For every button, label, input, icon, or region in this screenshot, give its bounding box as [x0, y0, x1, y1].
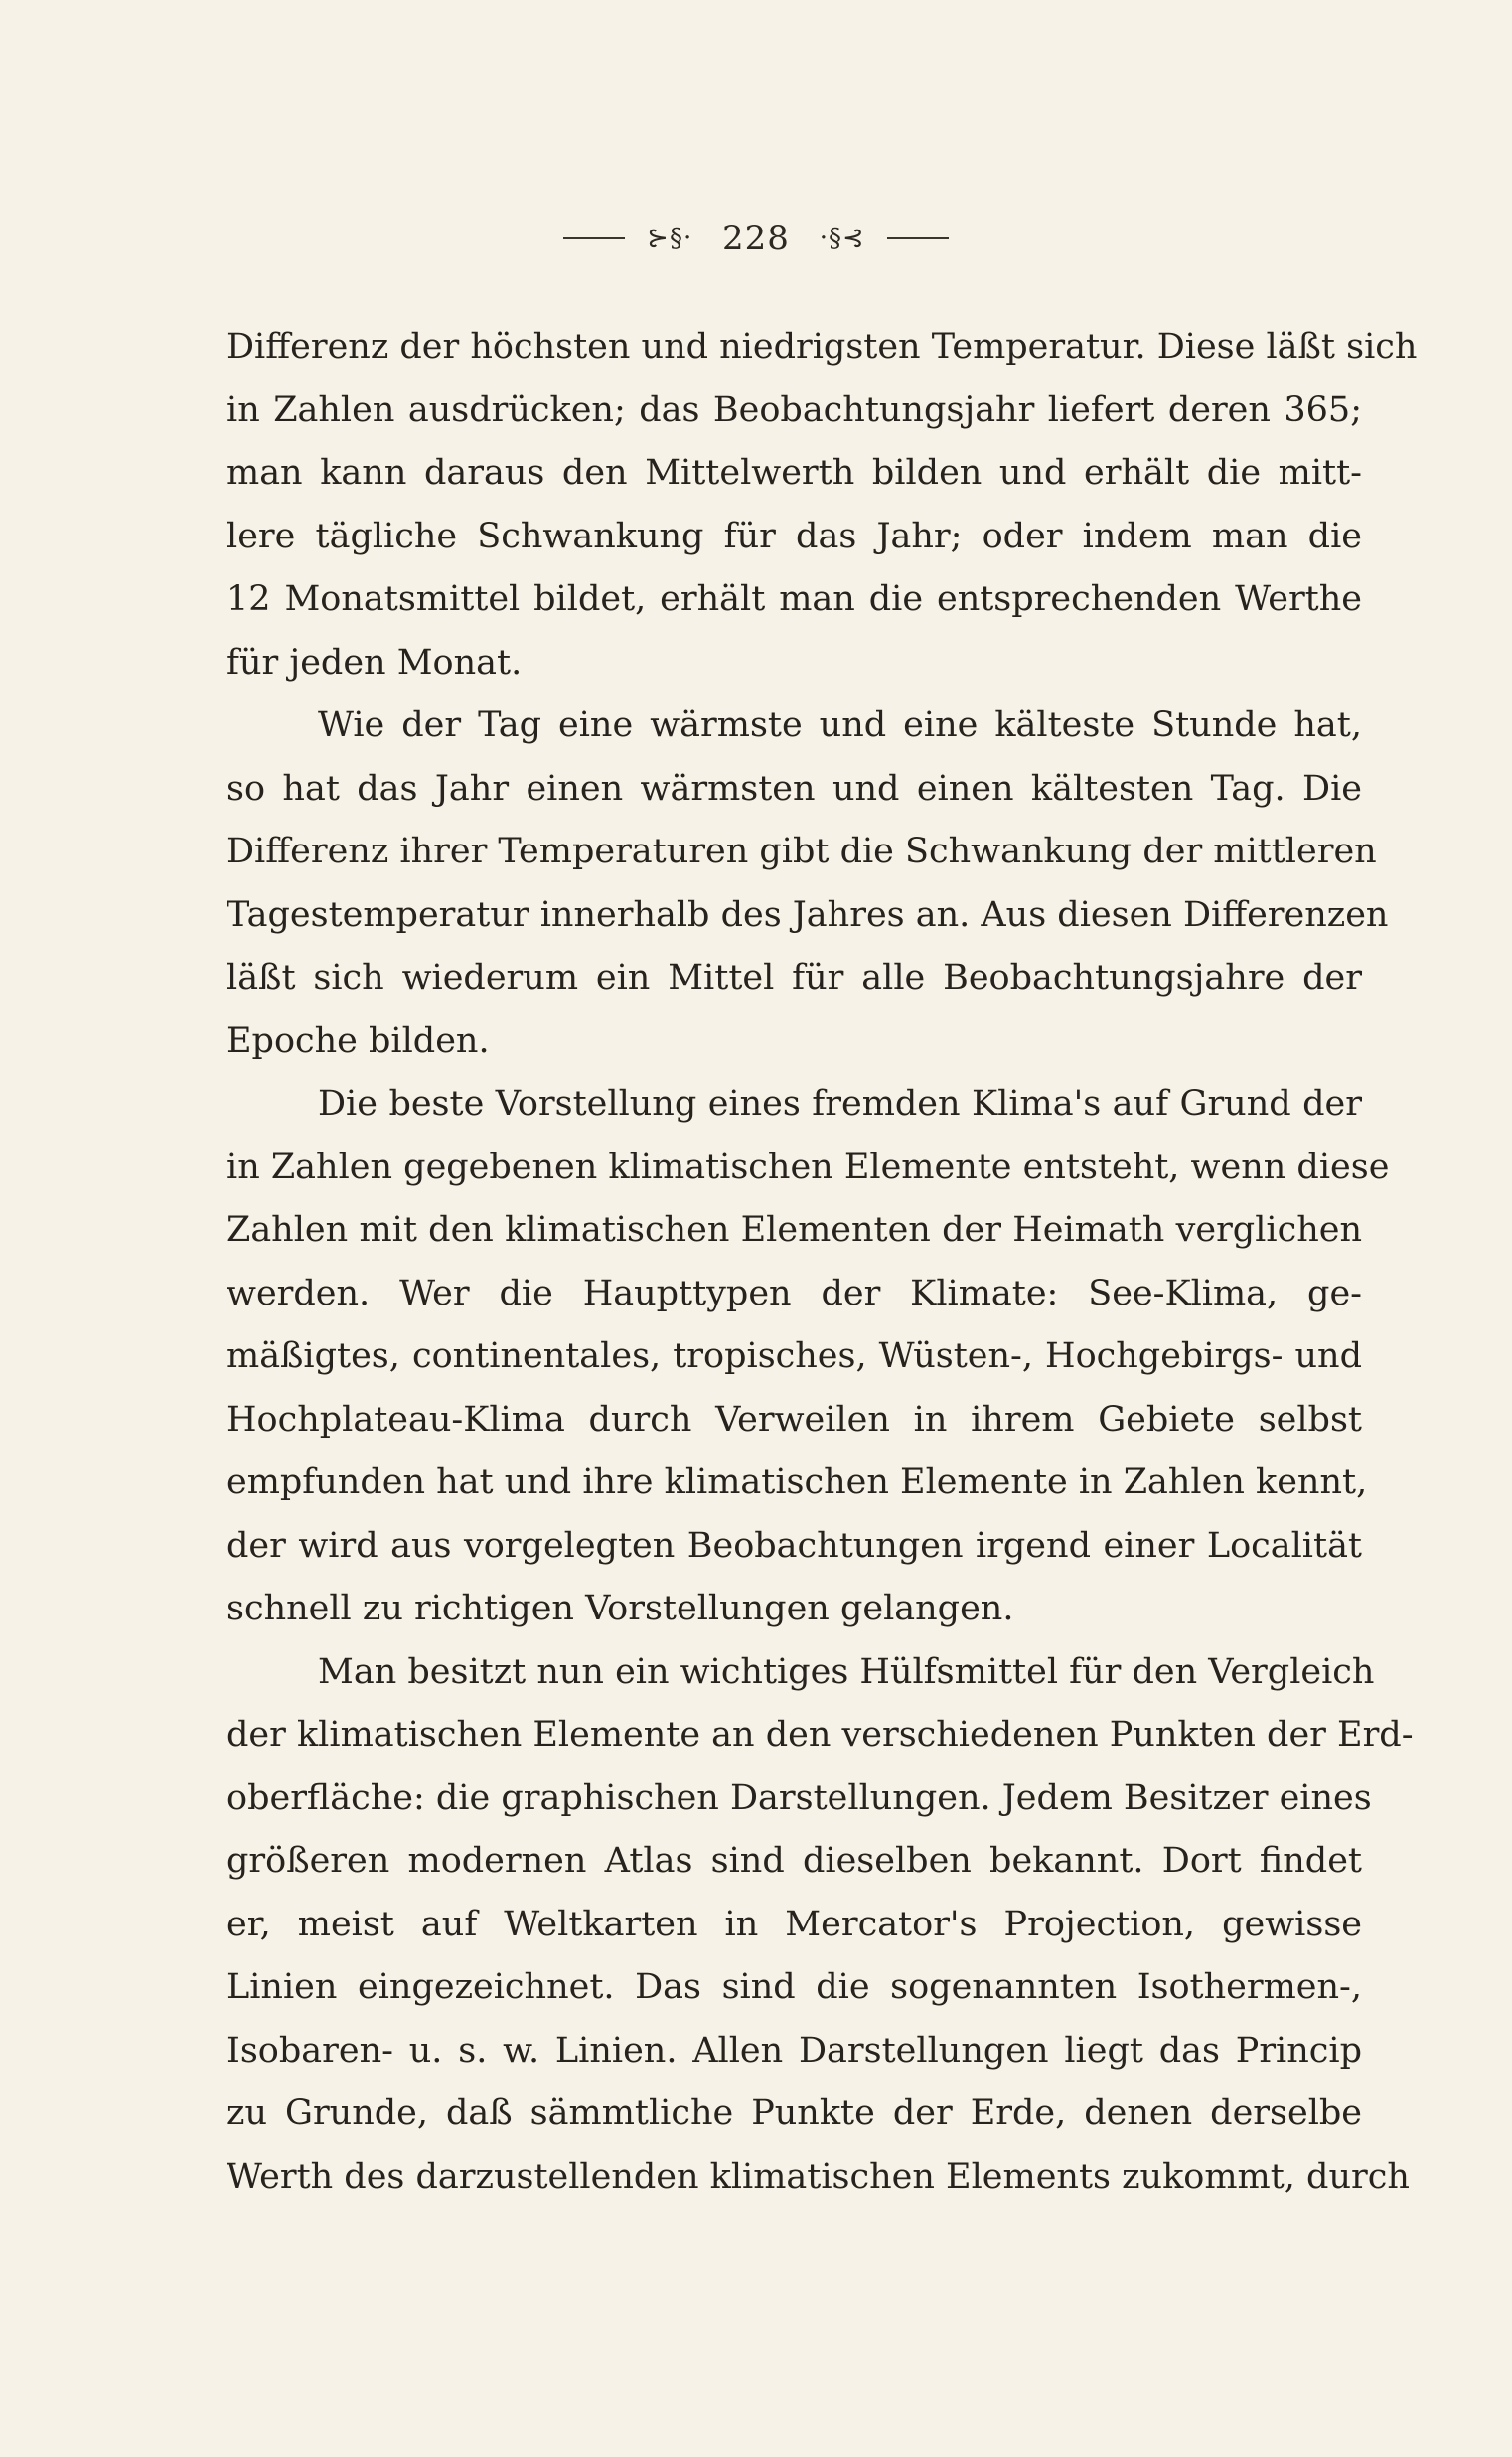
text-line: Werth des darzustellenden klimatischen Elements zukommt, durch [227, 2156, 1410, 2197]
text-line: Hochplateau-Klima durch Verweilen in ihrem Gebiete selbst [227, 1399, 1362, 1440]
page-number: 228 [722, 219, 790, 258]
text-line: Die beste Vorstellung eines fremden Klima's auf Grund der [318, 1084, 1362, 1124]
text-line: man kann daraus den Mittelwerth bilden und erhält die mitt- [227, 453, 1362, 493]
text-line: Differenz ihrer Temperaturen gibt die Schwankung der mittleren [227, 832, 1377, 871]
text-line: Epoche bilden. [227, 1020, 490, 1061]
text-line: der wird aus vorgelegten Beobachtungen irgend einer Localität [227, 1525, 1362, 1566]
text-line: werden. Wer die Haupttypen der Klimate: See-Klima, ge- [227, 1273, 1362, 1313]
text-line: 12 Monatsmittel bildet, erhält man die entsprechenden Werthe [227, 579, 1362, 619]
text-line: in Zahlen ausdrücken; das Beobachtungsjahr liefert deren 365; [227, 389, 1362, 430]
text-line: lere tägliche Schwankung für das Jahr; oder indem man die [227, 516, 1362, 556]
text-line: größeren modernen Atlas sind dieselben bekannt. Dort findet [227, 1841, 1362, 1881]
text-line: mäßigtes, continentales, tropisches, Wüsten-, Hochgebirgs- und [227, 1336, 1362, 1376]
text-line: Differenz der höchsten und niedrigsten Temperatur. Diese läßt sich [227, 327, 1418, 367]
text-line: Man besitzt nun ein wichtiges Hülfsmittel für den Vergleich [318, 1651, 1375, 1692]
text-line: oberfläche: die graphischen Darstellungen. Jedem Besitzer eines [227, 1777, 1372, 1818]
header-rule-right [887, 237, 949, 239]
text-line: in Zahlen gegebenen klimatischen Elemente entsteht, wenn diese [227, 1147, 1390, 1187]
text-line: so hat das Jahr einen wärmsten und einen kältesten Tag. Die [227, 768, 1362, 809]
text-line: Wie der Tag eine wärmste und eine kälteste Stunde hat, [318, 705, 1362, 745]
text-line: Tagestemperatur innerhalb des Jahres an. Aus diesen Differenzen [227, 894, 1389, 935]
body-text [227, 316, 1418, 2209]
text-line: zu Grunde, daß sämmtliche Punkte der Erde, denen derselbe [227, 2093, 1362, 2133]
text-line: Isobaren- u. s. w. Linien. Allen Darstellungen liegt das Princip [227, 2030, 1362, 2071]
text-line: der klimatischen Elemente an den verschiedenen Punkten der Erd- [227, 1715, 1414, 1755]
text-line: für jeden Monat. [227, 642, 523, 683]
text-line: Linien eingezeichnet. Das sind die sogenannten Isothermen-, [227, 1967, 1362, 2007]
header-ornament-left: ⊱§· [647, 224, 693, 253]
text-line: schnell zu richtigen Vorstellungen gelangen. [227, 1589, 1014, 1628]
text-line: er, meist auf Weltkarten in Mercator's Projection, gewisse [227, 1904, 1362, 1944]
header-ornament-right: ·§⊰ [819, 224, 865, 253]
text-line: empfunden hat und ihre klimatischen Elemente in Zahlen kennt, [227, 1462, 1368, 1502]
page-header [0, 217, 1512, 258]
header-rule-left [563, 237, 625, 239]
text-line: läßt sich wiederum ein Mittel für alle Beobachtungsjahre der [227, 958, 1362, 998]
text-line: Zahlen mit den klimatischen Elementen der Heimath verglichen [227, 1210, 1362, 1250]
